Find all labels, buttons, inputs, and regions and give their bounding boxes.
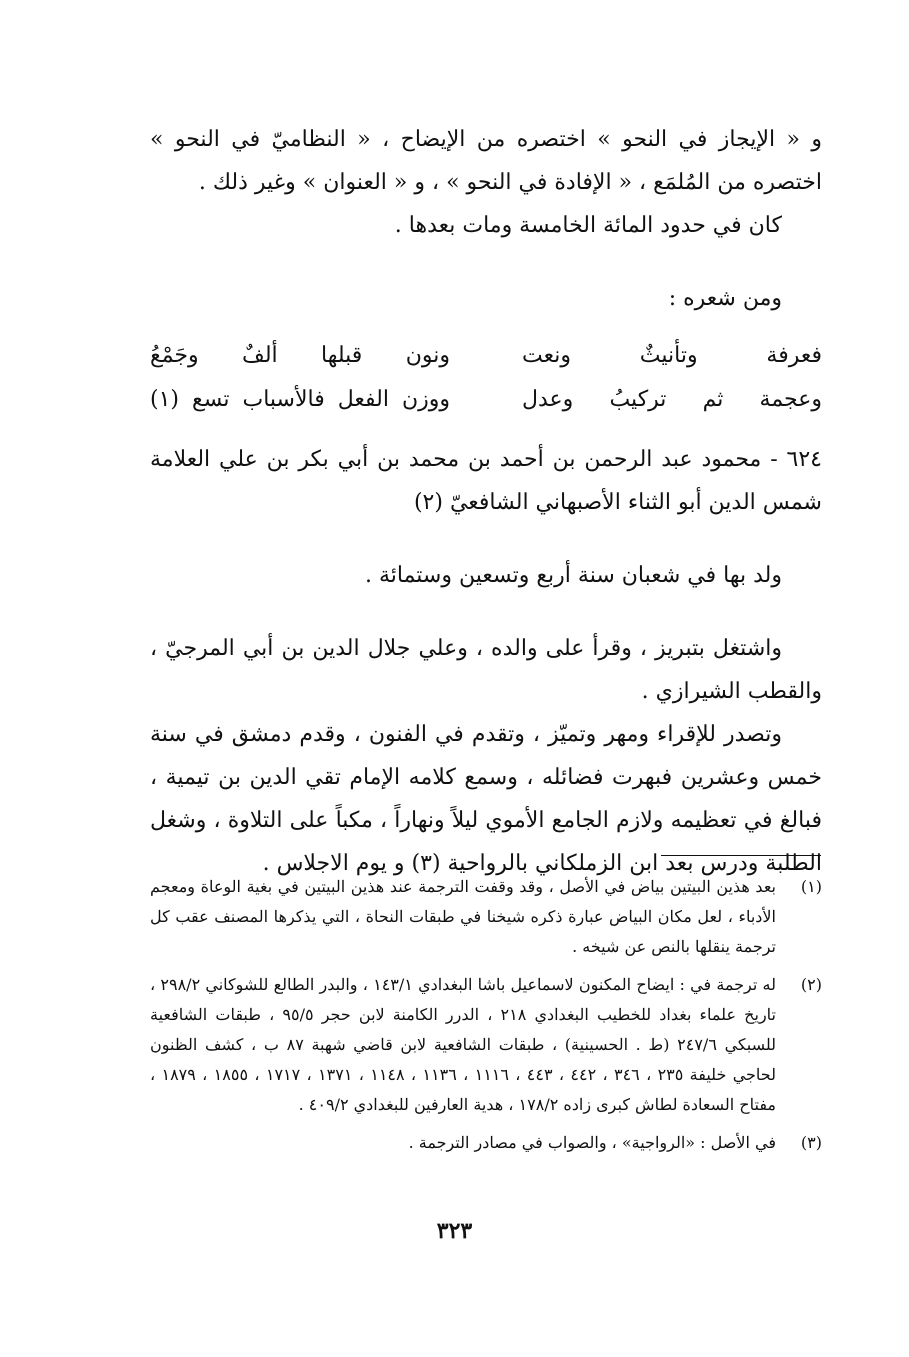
main-text [150,118,822,885]
verse-second-hemistich: ووزن الفعل فالأسباب تسع (١) [150,387,450,412]
death-paragraph: كان في حدود المائة الخامسة ومات بعدها . [394,213,782,238]
verse-first-hemistich: فعرفة وتأنيثٌ ونعت [522,343,822,368]
poetry-intro: ومن شعره : [668,286,782,311]
verse-first-hemistich: وعجمة ثم تركيبُ وعدل [522,387,822,412]
entry-heading: ٦٢٤ - محمود عبد الرحمن بن أحمد بن محمد بن أبي بكر بن علي العلامة شمس الدين أبو الثناء الأصبهاني الشافعيّ (٢) [150,447,822,515]
footnote [150,1128,822,1158]
footnotes [150,872,822,1166]
career-paragraph: وتصدر للإقراء ومهر وتميّز ، وتقدم في الفنون ، وقدم دمشق في سنة خمس وعشرين فبهرت فضائله ، وسمع كلامه الإمام تقي الدين بن تيمية ، فبالغ في تعظيمه ولازم الجامع الأموي ليلاً ونهاراً ، مكباً على التلاوة ، وشغل الطلبة ودرس بعد ابن الزملكاني بالرواحية (٣) و يوم الاجلاس . [150,722,822,876]
footnote-number: (٢) [800,975,822,994]
footnote-text: في الأصل : «الرواجية» ، والصواب في مصادر الترجمة . [408,1133,776,1152]
poem-verse [150,378,822,422]
footnote [150,872,822,962]
page-number: ٣٢٣ [436,1218,473,1244]
footnote-divider [661,855,821,856]
footnote [150,970,822,1120]
intro-paragraph: و « الإيجاز في النحو » اختصره من الإيضاح ، « النظاميّ في النحو » اختصره من المُلمَع ، « الإفادة في النحو » ، و « العنوان » وغير ذلك . [150,127,822,195]
study-paragraph: واشتغل بتبريز ، وقرأ على والده ، وعلي جلال الدين بن أبي المرجيّ ، والقطب الشيرازي . [150,636,822,704]
poem-verse [150,334,822,378]
footnote-text: له ترجمة في : ايضاح المكنون لاسماعيل باشا البغدادي ١٤٣/١ ، والبدر الطالع للشوكاني ٢٩٨/٢ ، تاريخ علماء بغداد للخطيب البغدادي ٢١٨ ، الدرر الكامنة لابن حجر ٩٥/٥ ، طبقات الشافعية للسبكي ٢٤٧/٦ (ط . الحسينية) ، طبقات الشافعية لابن قاضي شهبة ٨٧ ب ، كشف الظنون لحاجي خليفة ٢٣٥ ، ٣٤٦ ، ٤٤٢ ، ٤٤٣ ، ١١١٦ ، ١١٣٦ ، ١١٤٨ ، ١٣٧١ ، ١٧١٧ ، ١٨٥٥ ، ١٨٧٩ ، مفتاح السعادة لطاش كبرى زاده ١٧٨/٢ ، هدية العارفين للبغدادي ٤٠٩/٢ . [150,975,777,1114]
birth-paragraph: ولد بها في شعبان سنة أربع وتسعين وستمائة . [364,563,782,588]
footnote-text: بعد هذين البيتين بياض في الأصل ، وقد وقفت الترجمة عند هذين البيتين في بغية الوعاة ومعجم الأدباء ، لعل مكان البياض عبارة ذكره شيخنا في طبقات النحاة ، التي يذكرها المصنف عقب كل ترجمة ينقلها بالنص عن شيخه . [150,877,776,956]
poem [150,334,822,422]
footnote-number: (٣) [800,1133,822,1152]
footnote-number: (١) [800,877,822,896]
verse-second-hemistich: ونون قبلها ألفٌ وجَمْعُ [150,343,450,368]
